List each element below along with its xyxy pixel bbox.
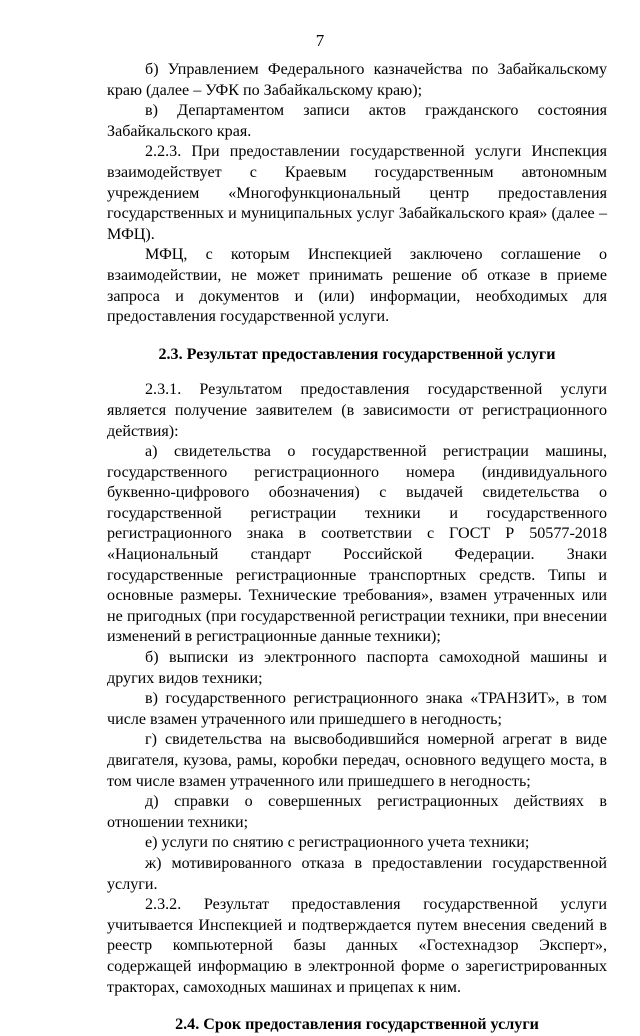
section-heading-2-3: 2.3. Результат предоставления государственной услуги — [158, 345, 556, 363]
paragraph-2-2-3: 2.2.3. При предоставлении государственной услуги Инспекция взаимодействует с Краевым государственным автономным учреждением «Многофункциональный центр предоставления государственных и муниципальных услуг Забайкальского края» (далее – МФЦ). — [107, 143, 607, 243]
page-number: 7 — [315, 31, 325, 50]
paragraph-zags: в) Департаментом записи актов гражданского состояния Забайкальского края. — [107, 102, 607, 140]
section-heading-2-4: 2.4. Срок предоставления государственной услуги — [175, 1016, 539, 1034]
list-item-b: б) выписки из электронного паспорта самоходной машины и других видов техники; — [107, 649, 607, 687]
paragraph-2-3-1: 2.3.1. Результатом предоставления государственной услуги является получение заявителем (в зависимости от регистрационного действия): — [107, 381, 607, 440]
paragraph-2-3-2: 2.3.2. Результат предоставления государственной услуги учитывается Инспекцией и подтверждается путем внесения сведений в реестр компьютерной базы данных «Гостехнадзор Эксперт», содержащей информацию в электронной форме о зарегистрированных тракторах, самоходных машинах и прицепах к ним. — [107, 896, 607, 996]
list-item-zh: ж) мотивированного отказа в предоставлении государственной услуги. — [107, 854, 607, 893]
paragraph-ufk: б) Управлением Федерального казначейства по Забайкальскому краю (далее – УФК по Забайкальскому краю); — [107, 61, 607, 99]
list-item-a: а) свидетельства о государственной регистрации машины, государственного регистрационного номера (индивидуального буквенно-цифрового обозначения) с выдачей свидетельства о государственной регистрации техники и государственного регистрационного знака в соответствии с ГОСТ Р 50577-2018 «Национальный стандарт Российской Федерации. Знаки государственные регистрационные транспортных средств. Типы и основные размеры. Технические требования», взамен утраченных или не пригодных (при государственной регистрации техники, при внесении изменений в регистрационные данные техники); — [107, 443, 607, 646]
list-item-e: е) услуги по снятию с регистрационного учета техники; — [145, 834, 530, 852]
list-item-g: г) свидетельства на высвободившийся номерной агрегат в виде двигателя, кузова, рамы, коробки передач, основного ведущего моста, в том числе взамен утраченного или пришедшего в негодность; — [107, 731, 607, 790]
list-item-d: д) справки о совершенных регистрационных действиях в отношении техники; — [107, 793, 607, 831]
paragraph-mfc: МФЦ, с которым Инспекцией заключено соглашение о взаимодействии, не может принимать решение об отказе в приеме запроса и документов и (или) информации, необходимых для предоставления государственной услуги. — [107, 246, 607, 326]
page-content — [107, 60, 607, 1036]
list-item-v: в) государственного регистрационного знака «ТРАНЗИТ», в том числе взамен утраченного или пришедшего в негодность; — [107, 690, 607, 728]
